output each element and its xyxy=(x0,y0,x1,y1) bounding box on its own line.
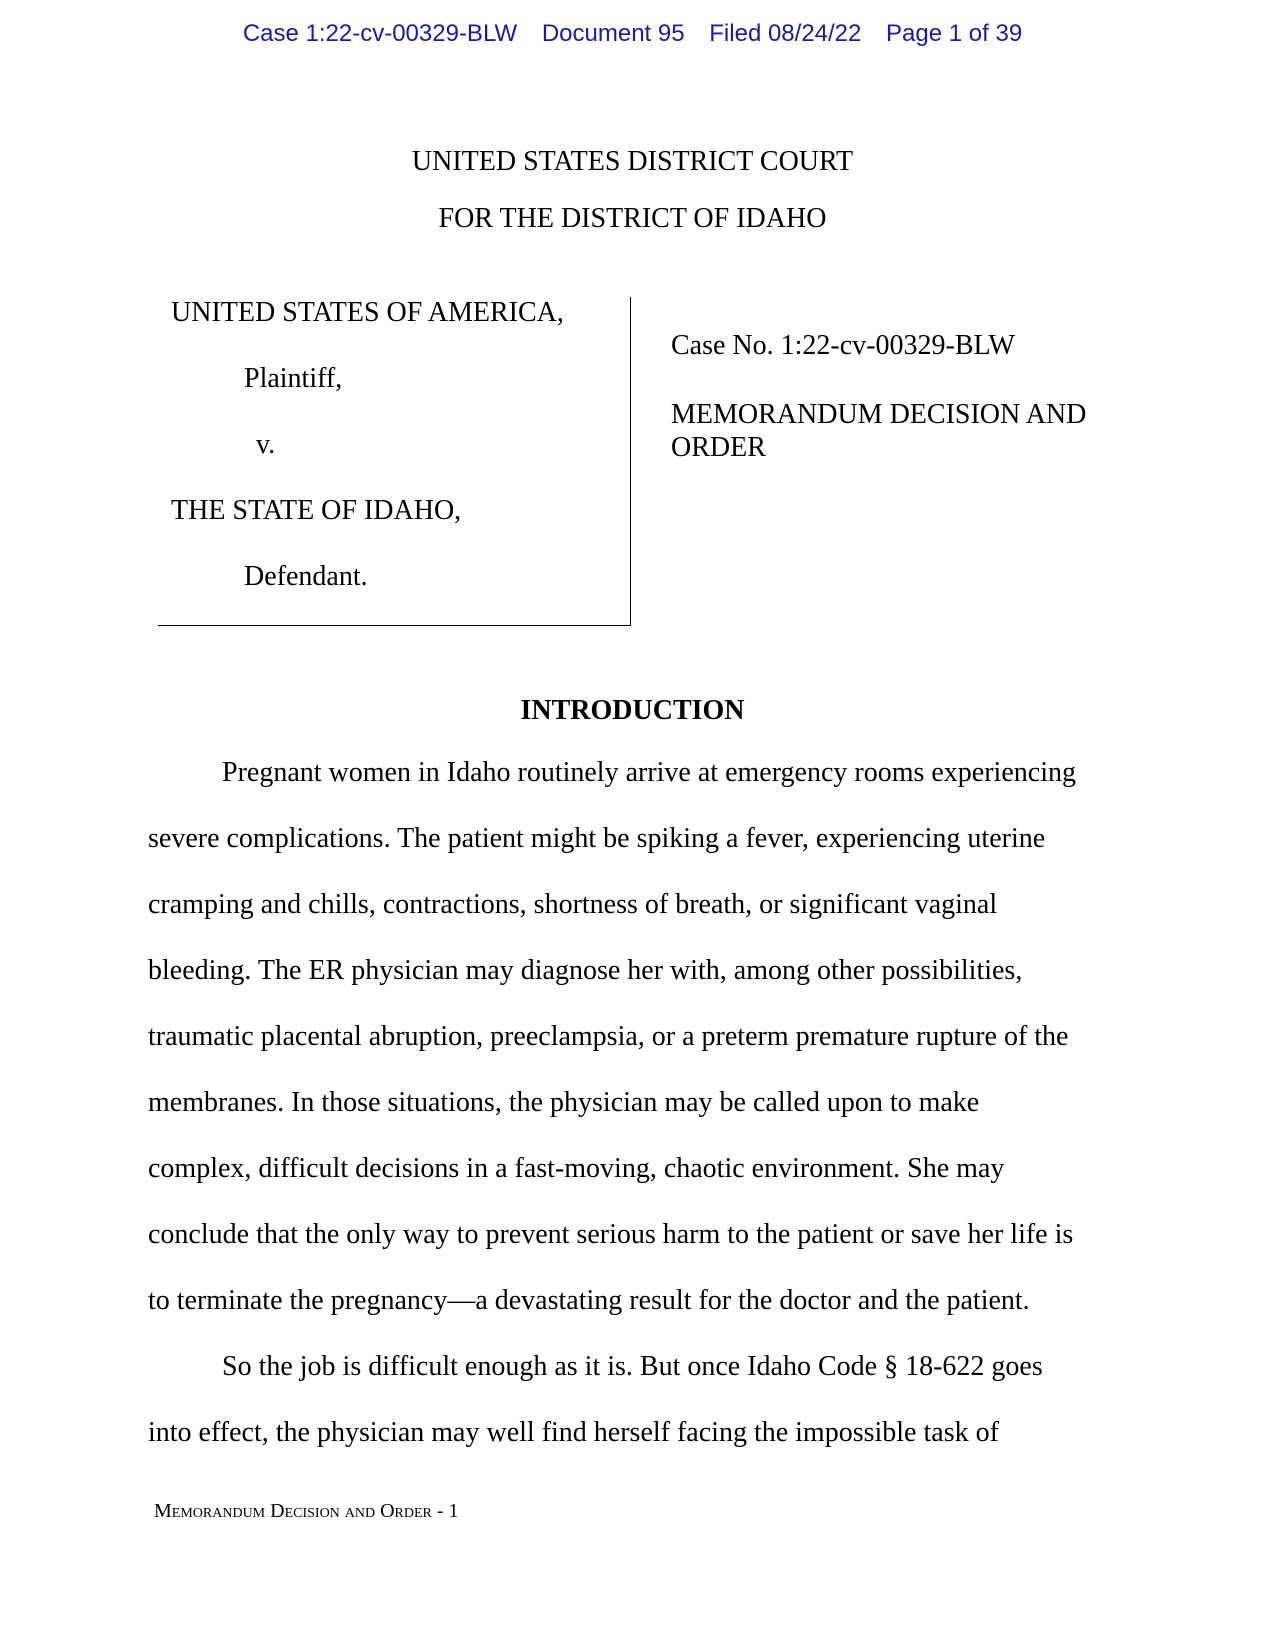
body-line: bleeding. The ER physician may diagnose her with, among other possibilities, xyxy=(148,955,1023,986)
body-line: severe complications. The patient might be spiking a fever, experiencing uterine xyxy=(148,823,1046,854)
ecf-document-number: Document 95 xyxy=(541,20,685,47)
body-line: traumatic placental abruption, preeclampsia, or a preterm premature rupture of the xyxy=(148,1021,1069,1052)
body-line: to terminate the pregnancy—a devastating result for the doctor and the patient. xyxy=(148,1285,1030,1316)
ecf-case-number: Case 1:22-cv-00329-BLW xyxy=(242,20,518,47)
body-line: membranes. In those situations, the physician may be called upon to make xyxy=(148,1087,980,1118)
body-line: Pregnant women in Idaho routinely arrive at emergency rooms experiencing xyxy=(222,757,1076,788)
body-line: complex, difficult decisions in a fast-moving, chaotic environment. She may xyxy=(148,1153,1005,1184)
plaintiff-role: Plaintiff, xyxy=(244,363,343,394)
case-caption-info xyxy=(671,330,1111,464)
body-line: conclude that the only way to prevent serious harm to the patient or save her life is xyxy=(148,1219,1074,1250)
case-number: Case No. 1:22-cv-00329-BLW xyxy=(671,330,1015,361)
court-district: FOR THE DISTRICT OF IDAHO xyxy=(438,203,827,234)
court-name: UNITED STATES DISTRICT COURT xyxy=(411,146,854,177)
versus: v. xyxy=(256,429,276,460)
document-title-line-2: ORDER xyxy=(671,432,766,463)
page-footer: Memorandum Decision and Order - 1 xyxy=(154,1500,459,1522)
body-line: into effect, the physician may well find herself facing the impossible task of xyxy=(148,1417,999,1448)
document-title-line-1: MEMORANDUM DECISION AND xyxy=(671,399,1087,430)
ecf-filed-date: Filed 08/24/22 xyxy=(709,20,862,47)
case-caption-parties xyxy=(158,297,631,626)
plaintiff-name: UNITED STATES OF AMERICA, xyxy=(171,297,564,328)
ecf-filing-header xyxy=(0,20,1265,48)
ecf-page-count: Page 1 of 39 xyxy=(886,20,1023,47)
defendant-role: Defendant. xyxy=(244,561,368,592)
defendant-name: THE STATE OF IDAHO, xyxy=(171,495,462,526)
body-text xyxy=(148,740,1128,1466)
section-heading: INTRODUCTION xyxy=(520,695,745,726)
body-line: cramping and chills, contractions, shortness of breath, or significant vaginal xyxy=(148,889,998,920)
body-line: So the job is difficult enough as it is. But once Idaho Code § 18-622 goes xyxy=(222,1351,1043,1382)
document-title xyxy=(671,398,1111,464)
